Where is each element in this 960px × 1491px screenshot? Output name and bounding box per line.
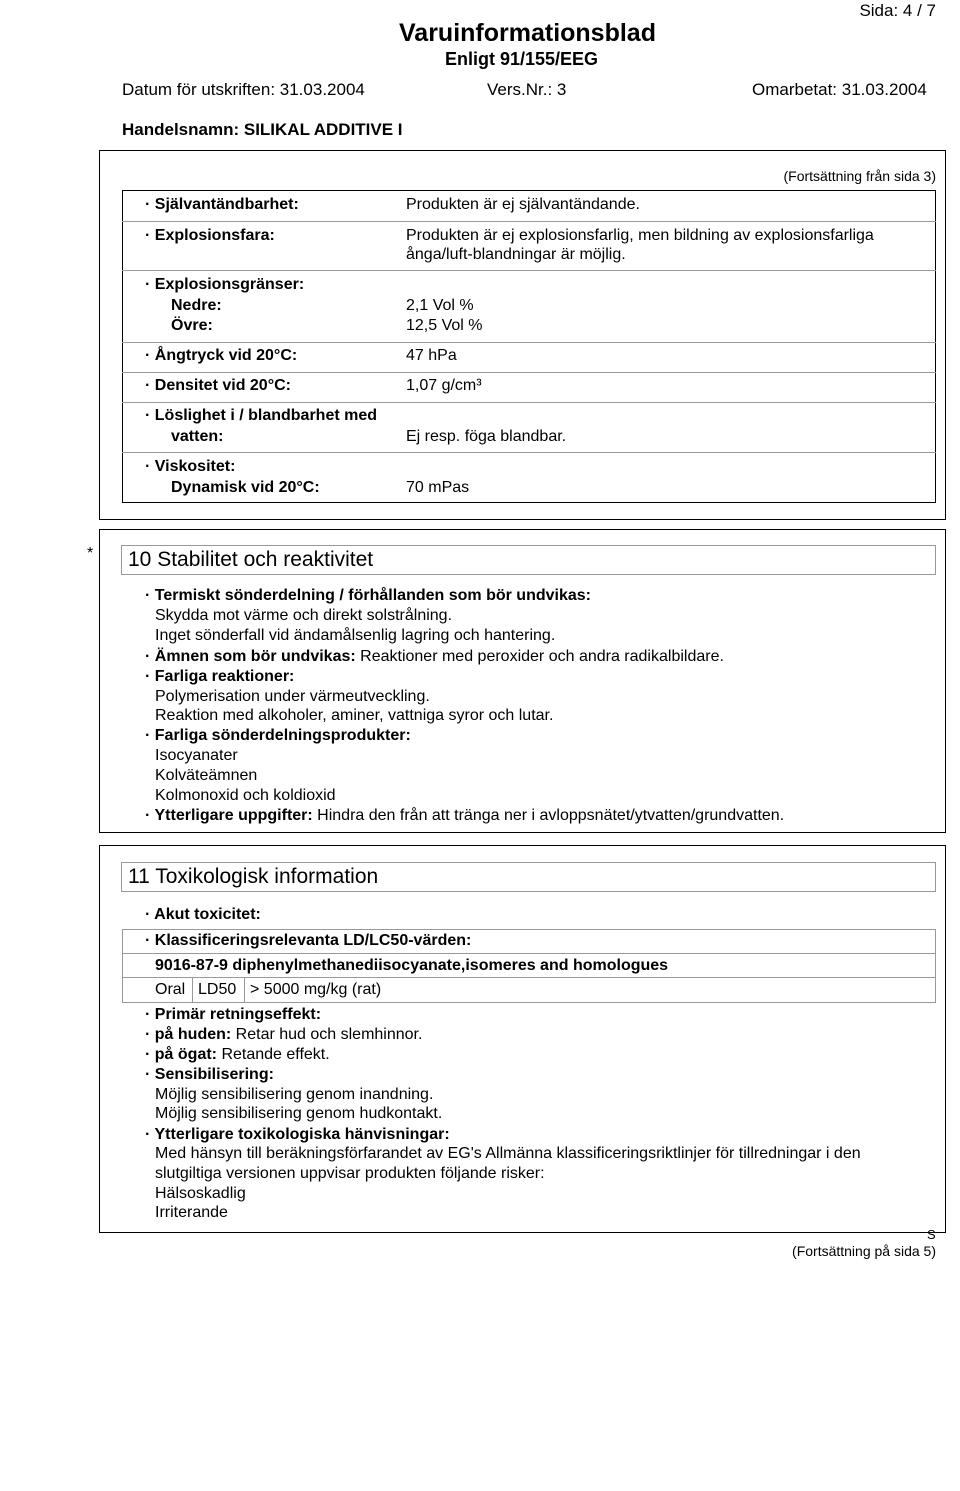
sensitisation-label: · Sensibilisering: bbox=[145, 1066, 274, 1083]
eye-effect bbox=[145, 1046, 330, 1064]
eye-effect-value: Retande effekt. bbox=[221, 1046, 330, 1063]
toxicity-type: LD50 bbox=[198, 981, 237, 998]
lower-limit-label: Nedre: bbox=[171, 297, 222, 314]
dynamic-viscosity-label: Dynamisk vid 20°C: bbox=[171, 479, 320, 496]
dynamic-viscosity-value: 70 mPas bbox=[406, 479, 470, 496]
ld-cell-divider bbox=[192, 977, 193, 1003]
section-10-title: 10 Stabilitet och reaktivitet bbox=[121, 545, 936, 575]
lower-limit-value: 2,1 Vol % bbox=[406, 297, 474, 314]
thermal-decomposition-label: · Termiskt sönderdelning / förhållanden som bör undvikas: bbox=[145, 587, 591, 604]
explosion-value-2: ånga/luft-blandningar är möjlig. bbox=[406, 246, 626, 263]
primary-irritation-label: · Primär retningseffekt: bbox=[145, 1006, 322, 1023]
ld-values-label: · Klassificeringsrelevanta LD/LC50-värden: bbox=[145, 932, 472, 949]
upper-limit-label: Övre: bbox=[171, 317, 213, 334]
revision-marker: * bbox=[87, 545, 94, 562]
further-toxicology-2: slutgiltiga versionen uppvisar produkten följande risker: bbox=[155, 1165, 545, 1182]
ld-table-divider bbox=[122, 953, 936, 954]
row-divider bbox=[122, 342, 936, 343]
page-number: Sida: 4 / 7 bbox=[859, 1, 936, 20]
further-toxicology-1: Med hänsyn till beräkningsförfarandet av EG's Allmänna klassificeringsriktlinjer för tillredningar i den bbox=[155, 1145, 861, 1162]
thermal-line-1: Skydda mot värme och direkt solstrålning. bbox=[155, 607, 453, 624]
row-divider bbox=[122, 372, 936, 373]
section-11-title: 11 Toxikologisk information bbox=[121, 862, 936, 892]
density-value: 1,07 g/cm³ bbox=[406, 377, 482, 394]
substance-name: 9016-87-9 diphenylmethanediisocyanate,isomeres and homologues bbox=[155, 957, 669, 974]
self-ignition-label: · Självantändbarhet: bbox=[145, 196, 299, 213]
skin-effect bbox=[145, 1026, 422, 1044]
decomposition-product-1: Isocyanater bbox=[155, 747, 238, 764]
document-subtitle: Enligt 91/155/EEG bbox=[445, 49, 599, 69]
ld-cell-divider bbox=[244, 977, 245, 1003]
avoid-substances-value: Reaktioner med peroxider och andra radikalbildare. bbox=[360, 648, 724, 665]
further-toxicology-4: Irriterande bbox=[155, 1204, 228, 1221]
eye-effect-label: · på ögat: bbox=[145, 1046, 217, 1063]
density-label: · Densitet vid 20°C: bbox=[145, 377, 291, 394]
document-title: Varuinformationsblad bbox=[399, 19, 656, 47]
explosion-value-1: Produkten är ej explosionsfarlig, men bildning av explosionsfarliga bbox=[406, 227, 874, 244]
skin-effect-label: · på huden: bbox=[145, 1026, 232, 1043]
dangerous-reactions-2: Reaktion med alkoholer, aminer, vattniga syror och lutar. bbox=[155, 707, 554, 724]
further-info-label: · Ytterligare uppgifter: bbox=[145, 807, 313, 824]
dangerous-reactions-1: Polymerisation under värmeutveckling. bbox=[155, 688, 430, 705]
row-divider bbox=[122, 402, 936, 403]
acute-toxicity-label: · Akut toxicitet: bbox=[145, 906, 261, 923]
decomposition-product-3: Kolmonoxid och koldioxid bbox=[155, 787, 336, 804]
print-date: Datum för utskriften: 31.03.2004 bbox=[122, 80, 365, 99]
row-divider bbox=[122, 452, 936, 453]
further-toxicology-3: Hälsoskadlig bbox=[155, 1185, 246, 1202]
continued-on: (Fortsättning på sida 5) bbox=[792, 1243, 936, 1259]
avoid-substances-label: · Ämnen som bör undvikas: bbox=[145, 648, 356, 665]
continued-from: (Fortsättning från sida 3) bbox=[783, 168, 936, 184]
upper-limit-value: 12,5 Vol % bbox=[406, 317, 483, 334]
revised-date: Omarbetat: 31.03.2004 bbox=[752, 80, 927, 99]
skin-effect-value: Retar hud och slemhinnor. bbox=[235, 1026, 423, 1043]
vapour-pressure-value: 47 hPa bbox=[406, 347, 457, 364]
vapour-pressure-label: · Ångtryck vid 20°C: bbox=[145, 347, 298, 364]
solubility-label-1: · Löslighet i / blandbarhet med bbox=[145, 407, 378, 424]
viscosity-label: · Viskositet: bbox=[145, 458, 236, 475]
decomposition-products-label: · Farliga sönderdelningsprodukter: bbox=[145, 727, 411, 744]
further-info bbox=[145, 807, 784, 825]
further-toxicology-label: · Ytterligare toxikologiska hänvisningar: bbox=[145, 1126, 450, 1143]
further-info-value: Hindra den från att tränga ner i avloppsnätet/ytvatten/grundvatten. bbox=[317, 807, 785, 824]
toxicity-value: > 5000 mg/kg (rat) bbox=[250, 981, 382, 998]
dangerous-reactions-label: · Farliga reaktioner: bbox=[145, 668, 295, 685]
avoid-substances bbox=[145, 648, 724, 666]
sensitisation-2: Möjlig sensibilisering genom hudkontakt. bbox=[155, 1105, 443, 1122]
decomposition-product-2: Kolväteämnen bbox=[155, 767, 258, 784]
explosion-label: · Explosionsfara: bbox=[145, 227, 275, 244]
row-divider bbox=[122, 221, 936, 222]
footer-code: S bbox=[927, 1227, 936, 1242]
trade-name: Handelsnamn: SILIKAL ADDITIVE I bbox=[122, 120, 403, 139]
solubility-value: Ej resp. föga blandbar. bbox=[406, 428, 567, 445]
solubility-label-2: vatten: bbox=[171, 428, 224, 445]
row-divider bbox=[122, 270, 936, 271]
explosion-limits-label: · Explosionsgränser: bbox=[145, 276, 305, 293]
version-number: Vers.Nr.: 3 bbox=[487, 80, 567, 99]
self-ignition-value: Produkten är ej självantändande. bbox=[406, 196, 640, 213]
thermal-line-2: Inget sönderfall vid ändamålsenlig lagring och hantering. bbox=[155, 627, 556, 644]
exposure-route: Oral bbox=[155, 981, 186, 998]
sensitisation-1: Möjlig sensibilisering genom inandning. bbox=[155, 1086, 434, 1103]
